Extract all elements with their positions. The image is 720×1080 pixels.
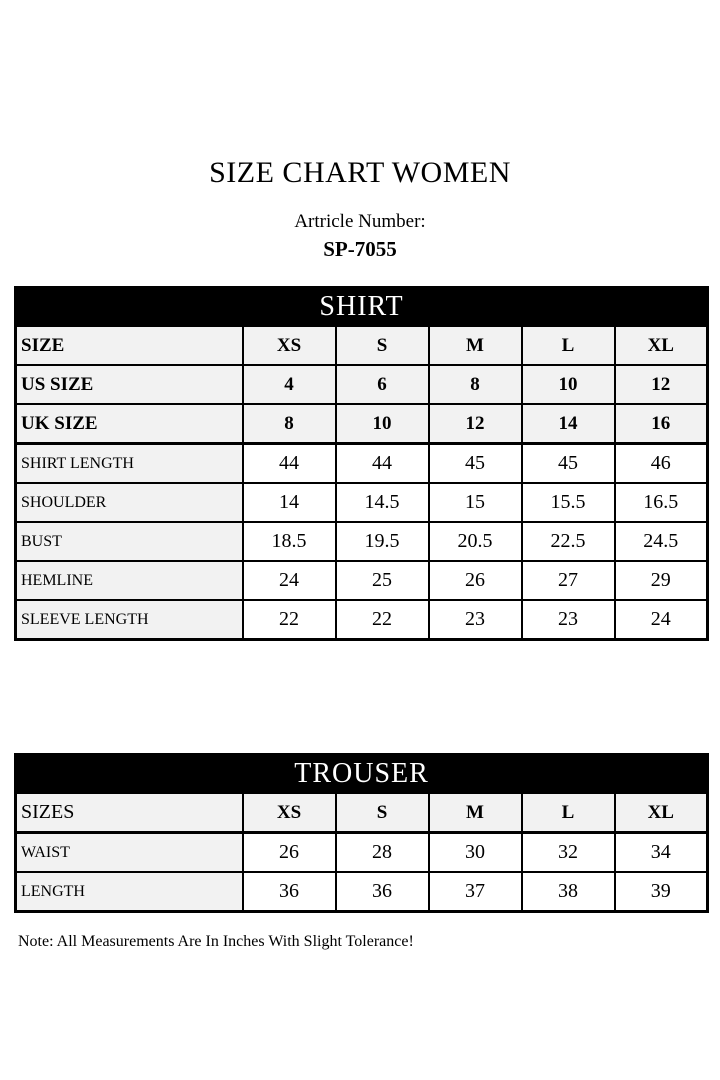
table-title-row [16,755,708,794]
value-cell: 16 [615,404,708,444]
value-cell: 23 [522,600,615,640]
table-row [16,793,708,833]
value-cell: 32 [522,833,615,873]
row-label: SHOULDER [16,483,243,522]
value-cell: 38 [522,872,615,912]
value-cell: 26 [243,833,336,873]
value-cell: 30 [429,833,522,873]
row-label: US SIZE [16,365,243,404]
trouser-size-table [14,753,709,913]
value-cell: 39 [615,872,708,912]
value-cell: 25 [336,561,429,600]
value-cell: 45 [429,444,522,484]
value-cell: 22.5 [522,522,615,561]
page-title: SIZE CHART WOMEN [209,156,511,189]
row-label: WAIST [16,833,243,873]
value-cell: M [429,793,522,833]
row-label: HEMLINE [16,561,243,600]
value-cell: XL [615,793,708,833]
value-cell: 16.5 [615,483,708,522]
value-cell: 12 [429,404,522,444]
value-cell: 37 [429,872,522,912]
table-title-row [16,288,708,327]
value-cell: 24 [243,561,336,600]
value-cell: 18.5 [243,522,336,561]
value-cell: 10 [336,404,429,444]
article-number-label: Artricle Number: [294,211,426,232]
row-label: SIZES [16,793,243,833]
value-cell: 22 [243,600,336,640]
value-cell: 14.5 [336,483,429,522]
value-cell: 8 [243,404,336,444]
value-cell: 19.5 [336,522,429,561]
row-label: UK SIZE [16,404,243,444]
measurement-note: Note: All Measurements Are In Inches With Slight Tolerance! [18,933,414,950]
value-cell: 14 [522,404,615,444]
value-cell: XS [243,326,336,365]
row-label: SLEEVE LENGTH [16,600,243,640]
value-cell: 10 [522,365,615,404]
value-cell: 44 [336,444,429,484]
value-cell: 45 [522,444,615,484]
table-row [16,365,708,404]
value-cell: 29 [615,561,708,600]
value-cell: L [522,793,615,833]
value-cell: 22 [336,600,429,640]
value-cell: 6 [336,365,429,404]
value-cell: S [336,326,429,365]
value-cell: 36 [336,872,429,912]
value-cell: 28 [336,833,429,873]
table-row [16,872,708,912]
value-cell: XS [243,793,336,833]
value-cell: 20.5 [429,522,522,561]
value-cell: 27 [522,561,615,600]
row-label: BUST [16,522,243,561]
value-cell: 15.5 [522,483,615,522]
value-cell: XL [615,326,708,365]
value-cell: 23 [429,600,522,640]
table-row [16,522,708,561]
row-label: LENGTH [16,872,243,912]
value-cell: 44 [243,444,336,484]
table-title: SHIRT [16,288,708,327]
shirt-size-table [14,286,709,641]
value-cell: 24.5 [615,522,708,561]
value-cell: 15 [429,483,522,522]
table-row [16,444,708,484]
table-row [16,404,708,444]
value-cell: M [429,326,522,365]
value-cell: 24 [615,600,708,640]
value-cell: 8 [429,365,522,404]
value-cell: 14 [243,483,336,522]
row-label: SHIRT LENGTH [16,444,243,484]
value-cell: 26 [429,561,522,600]
article-number-value: SP-7055 [323,237,397,261]
table-title: TROUSER [16,755,708,794]
value-cell: L [522,326,615,365]
table-row [16,483,708,522]
table-row [16,833,708,873]
row-label: SIZE [16,326,243,365]
value-cell: S [336,793,429,833]
table-row [16,600,708,640]
value-cell: 34 [615,833,708,873]
value-cell: 4 [243,365,336,404]
value-cell: 46 [615,444,708,484]
value-cell: 12 [615,365,708,404]
table-row [16,561,708,600]
table-row [16,326,708,365]
value-cell: 36 [243,872,336,912]
